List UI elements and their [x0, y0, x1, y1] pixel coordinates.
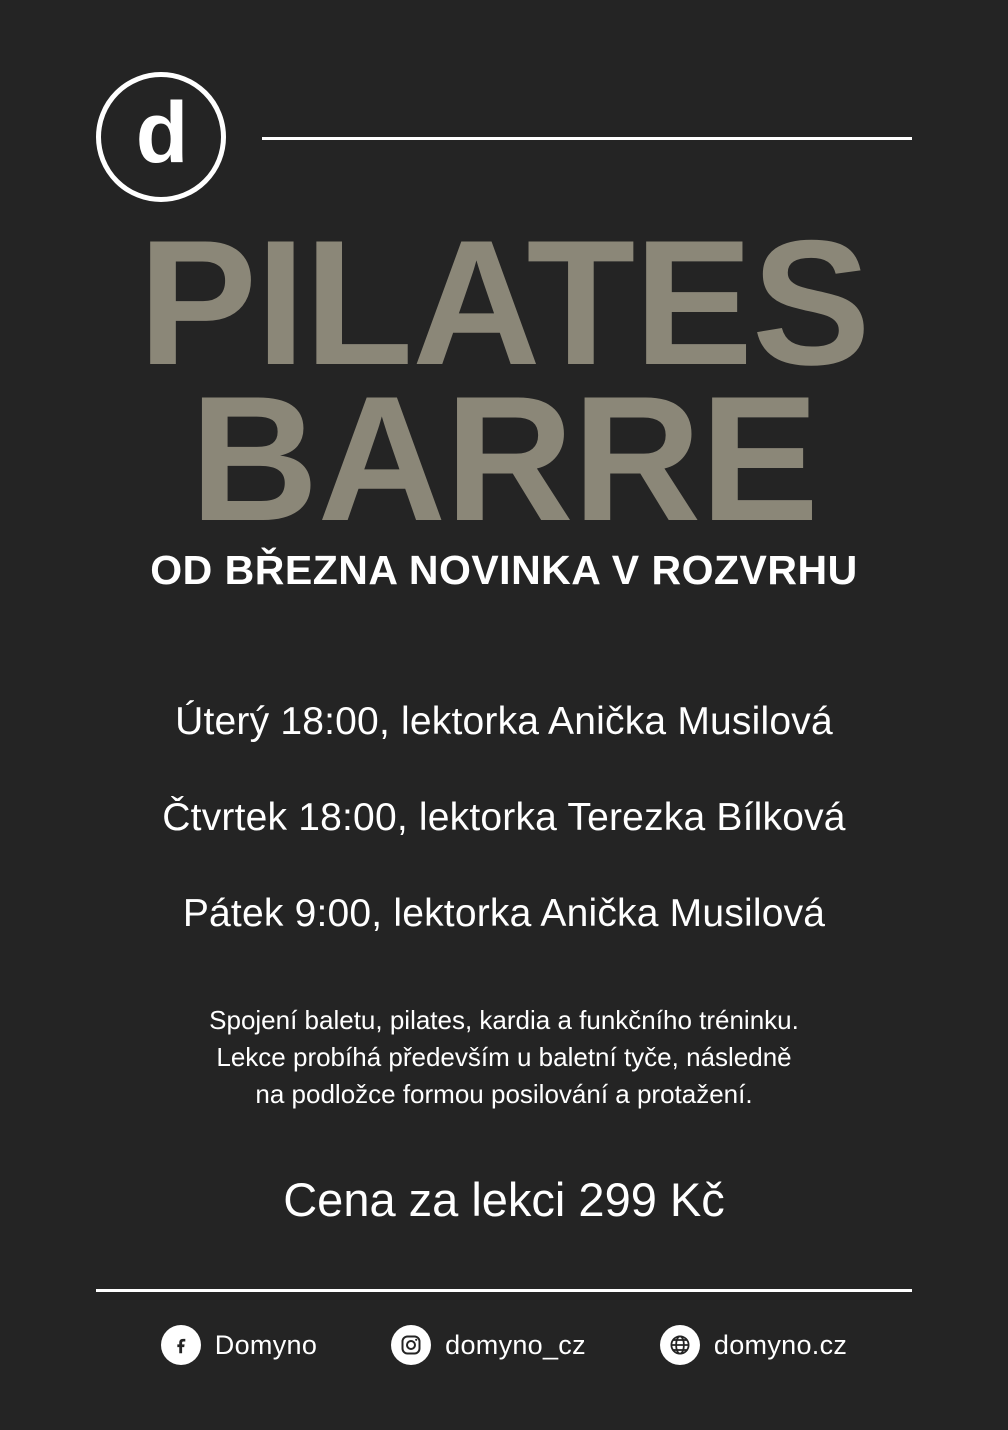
logo-letter: d — [135, 85, 187, 181]
title-line-2: BARRE — [190, 358, 818, 558]
social-label: Domyno — [214, 1329, 318, 1360]
schedule-item: Úterý 18:00, lektorka Anička Musilová — [175, 700, 833, 743]
footer — [96, 1325, 912, 1365]
social-website[interactable] — [660, 1325, 847, 1365]
social-facebook[interactable] — [161, 1325, 317, 1365]
title-block — [0, 203, 1008, 594]
description-line: Spojení baletu, pilates, kardia a funkčního tréninku. — [209, 1005, 799, 1035]
schedule-item: Pátek 9:00, lektorka Anička Musilová — [182, 892, 826, 935]
title-line-1: PILATES — [138, 203, 870, 402]
header-divider — [262, 137, 912, 140]
schedule-list — [0, 700, 1008, 936]
description-line: na podložce formou posilování a protažení. — [255, 1078, 753, 1109]
instagram-icon — [391, 1325, 431, 1365]
description-block — [0, 1002, 1008, 1113]
globe-icon — [660, 1325, 700, 1365]
social-label: domyno.cz — [713, 1329, 848, 1360]
description-line: Lekce probíhá především u baletní tyče, následně — [216, 1041, 792, 1072]
poster-header — [96, 72, 912, 202]
social-instagram[interactable] — [391, 1325, 586, 1365]
subtitle: OD BŘEZNA NOVINKA V ROZVRHU — [150, 547, 858, 594]
social-label: domyno_cz — [445, 1329, 586, 1360]
schedule-item: Čtvrtek 18:00, lektorka Terezka Bílková — [162, 796, 846, 839]
price-text: Cena za lekci 299 Kč — [283, 1173, 725, 1226]
footer-divider — [96, 1289, 912, 1292]
domyno-logo — [96, 72, 226, 202]
facebook-icon — [161, 1325, 201, 1365]
